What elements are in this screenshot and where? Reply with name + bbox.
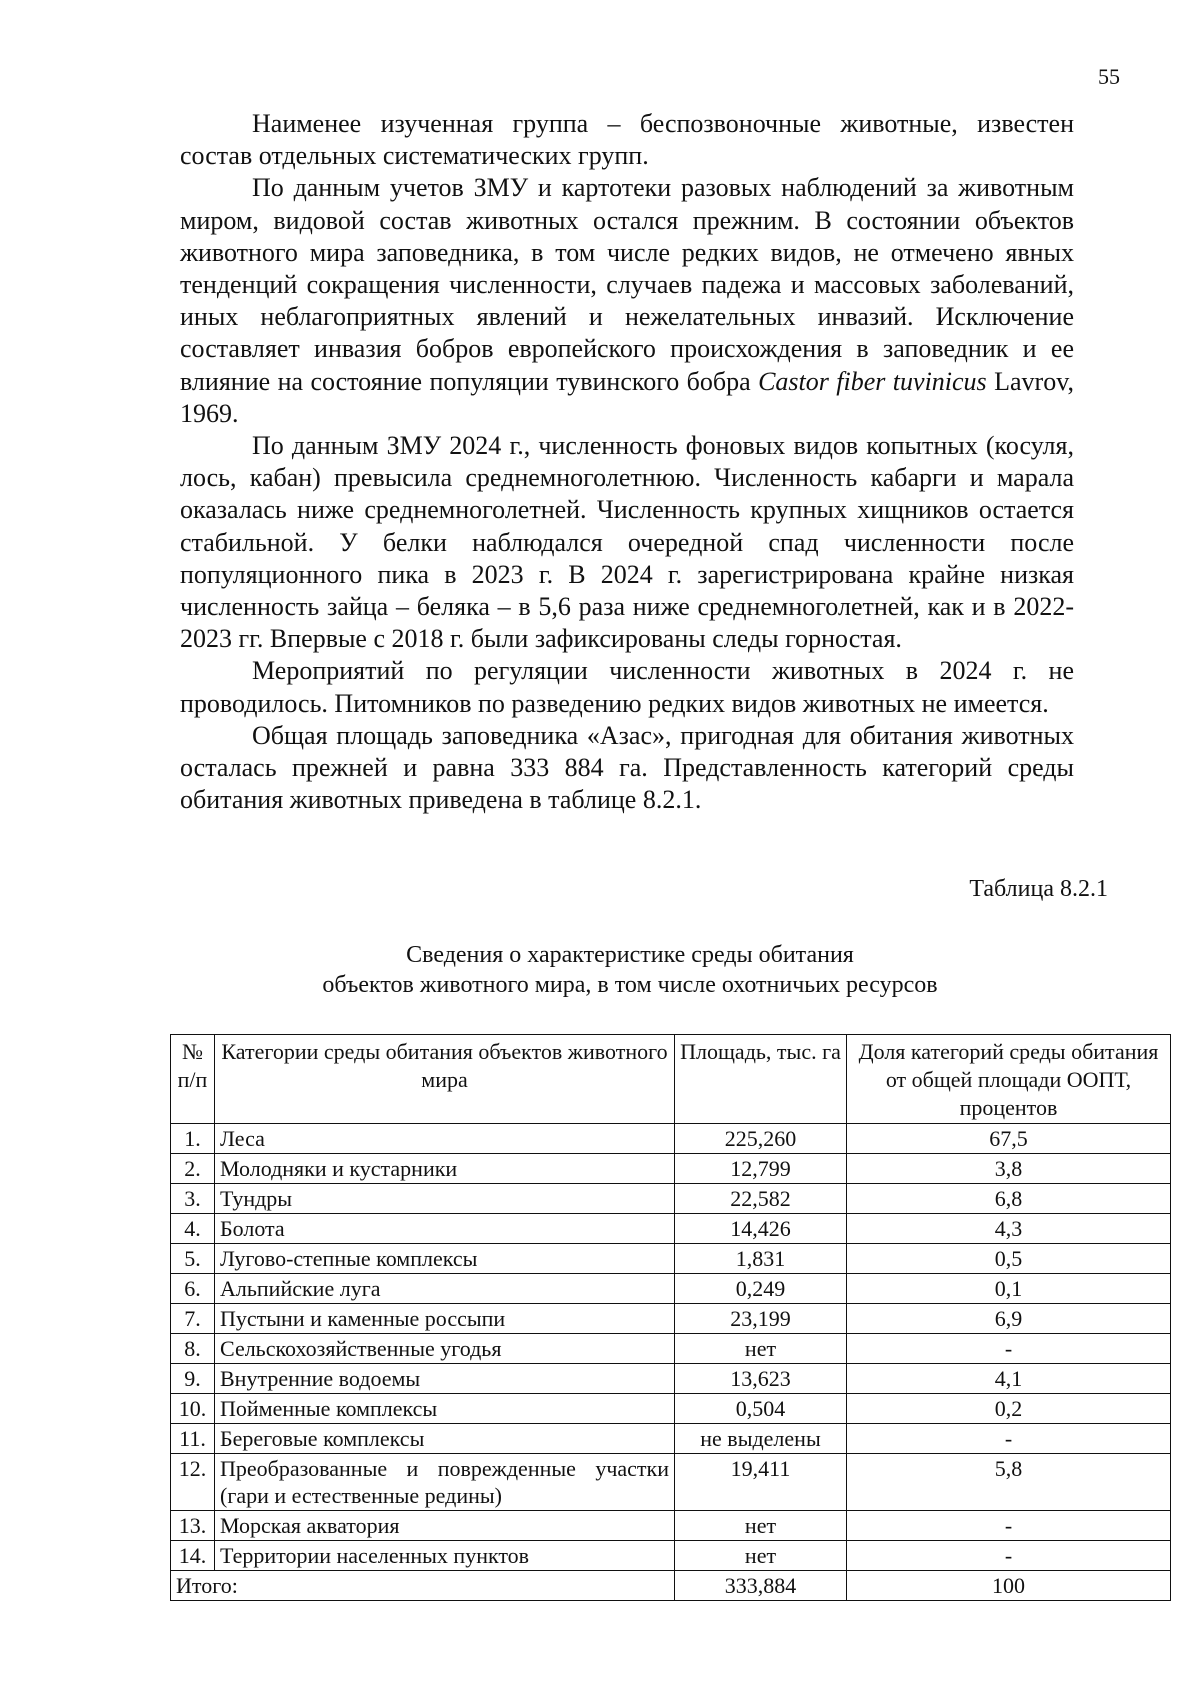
row-num: 3.	[171, 1184, 215, 1214]
header-category: Категории среды обитания объектов животного мира	[215, 1035, 675, 1124]
table-row	[171, 1304, 1171, 1334]
row-num: 14.	[171, 1541, 215, 1571]
table-caption: Таблица 8.2.1	[969, 876, 1108, 902]
row-num: 6.	[171, 1274, 215, 1304]
row-category: Молодняки и кустарники	[215, 1154, 675, 1184]
row-share: 4,1	[847, 1364, 1171, 1394]
total-label: Итого:	[171, 1571, 675, 1601]
row-category: Альпийские луга	[215, 1274, 675, 1304]
row-share: 0,2	[847, 1394, 1171, 1424]
row-category: Пойменные комплексы	[215, 1394, 675, 1424]
row-num: 7.	[171, 1304, 215, 1334]
row-area: 1,831	[675, 1244, 847, 1274]
header-share: Доля категорий среды обитания от общей площади ООПТ, процентов	[847, 1035, 1171, 1124]
row-area: 23,199	[675, 1304, 847, 1334]
table-row	[171, 1364, 1171, 1394]
table-row	[171, 1124, 1171, 1154]
header-area: Площадь, тыс. га	[675, 1035, 847, 1124]
page-number: 55	[1098, 64, 1120, 89]
table-row	[171, 1184, 1171, 1214]
paragraph-1: Наименее изученная группа – беспозвоночные животные, известен состав отдельных систематических групп.	[180, 109, 1074, 171]
habitat-table	[170, 1034, 1171, 1601]
table-row	[171, 1394, 1171, 1424]
row-num: 9.	[171, 1364, 215, 1394]
row-share: 5,8	[847, 1454, 1171, 1511]
species-name: Castor fiber tuvinicus	[758, 366, 987, 396]
row-category: Пустыни и каменные россыпи	[215, 1304, 675, 1334]
row-share: 0,1	[847, 1274, 1171, 1304]
table-row	[171, 1541, 1171, 1571]
table-row	[171, 1511, 1171, 1541]
table-row	[171, 1454, 1171, 1511]
total-area: 333,884	[675, 1571, 847, 1601]
row-category: Тундры	[215, 1184, 675, 1214]
total-share: 100	[847, 1571, 1171, 1601]
row-area: 225,260	[675, 1124, 847, 1154]
table-total-row	[171, 1571, 1171, 1601]
row-area: 13,623	[675, 1364, 847, 1394]
header-num: № п/п	[171, 1035, 215, 1124]
row-num: 2.	[171, 1154, 215, 1184]
table-header-row	[171, 1035, 1171, 1124]
body-text	[180, 108, 1074, 816]
row-area: 22,582	[675, 1184, 847, 1214]
paragraph-3: По данным ЗМУ 2024 г., численность фоновых видов копытных (косуля, лось, кабан) превысила среднемноголетнюю. Численность кабарги и марала оказалась ниже среднемноголетней. Численность крупных хищников остается стабильной. У белки наблюдался очередной спад численности после популяционного пика в 2023 г. В 2024 г. зарегистрирована крайне низкая численность зайца – беляка – в 5,6 раза ниже среднемноголетней, как и в 2022-2023 гг. Впервые с 2018 г. были зафиксированы следы горностая.	[180, 431, 1074, 654]
table-title-line-1: Сведения о характеристике среды обитания	[406, 942, 854, 968]
row-num: 1.	[171, 1124, 215, 1154]
paragraph-2-text: По данным учетов ЗМУ и картотеки разовых наблюдений за животным миром, видовой состав животных остался прежним. В состоянии объектов животного мира заповедника, в том числе редких видов, не отмечено явных тенденций сокращения численности, случаев падежа и массовых заболеваний, иных неблагоприятных явлений и нежелательных инвазий. Исключение составляет инвазия бобров европейского происхождения в заповедник и ее влияние на состояние популяции тувинского бобра	[180, 173, 1074, 396]
row-share: 4,3	[847, 1214, 1171, 1244]
row-category: Территории населенных пунктов	[215, 1541, 675, 1571]
paragraph-5: Общая площадь заповедника «Азас», пригодная для обитания животных осталась прежней и равна 333 884 га. Представленность категорий среды обитания животных приведена в таблице 8.2.1.	[180, 720, 1074, 815]
table-row	[171, 1154, 1171, 1184]
row-share: -	[847, 1334, 1171, 1364]
row-num: 5.	[171, 1244, 215, 1274]
row-num: 4.	[171, 1214, 215, 1244]
row-num: 8.	[171, 1334, 215, 1364]
row-category: Внутренние водоемы	[215, 1364, 675, 1394]
paragraph-4: Мероприятий по регуляции численности животных в 2024 г. не проводилось. Питомников по разведению редких видов животных не имеется.	[180, 656, 1074, 718]
row-area: нет	[675, 1511, 847, 1541]
paragraph-2	[180, 172, 1074, 430]
row-share: -	[847, 1541, 1171, 1571]
row-num: 11.	[171, 1424, 215, 1454]
row-area: 14,426	[675, 1214, 847, 1244]
row-area: 0,249	[675, 1274, 847, 1304]
row-area: 19,411	[675, 1454, 847, 1511]
row-category: Преобразованные и поврежденные участки (гари и естественные редины)	[215, 1454, 675, 1511]
row-category: Сельскохозяйственные угодья	[215, 1334, 675, 1364]
table-row	[171, 1214, 1171, 1244]
species-author: Lavrov, 1969.	[180, 366, 1075, 428]
row-share: 6,9	[847, 1304, 1171, 1334]
table-title	[160, 940, 1100, 1000]
table-row	[171, 1274, 1171, 1304]
row-num: 12.	[171, 1454, 215, 1511]
row-share: 6,8	[847, 1184, 1171, 1214]
row-share: -	[847, 1511, 1171, 1541]
row-num: 13.	[171, 1511, 215, 1541]
row-area: 0,504	[675, 1394, 847, 1424]
row-category: Болота	[215, 1214, 675, 1244]
row-share: 67,5	[847, 1124, 1171, 1154]
row-category: Морская акватория	[215, 1511, 675, 1541]
row-share: -	[847, 1424, 1171, 1454]
row-area: нет	[675, 1334, 847, 1364]
row-area: 12,799	[675, 1154, 847, 1184]
row-num: 10.	[171, 1394, 215, 1424]
table-row	[171, 1424, 1171, 1454]
table-row	[171, 1244, 1171, 1274]
row-category: Лугово-степные комплексы	[215, 1244, 675, 1274]
row-area: нет	[675, 1541, 847, 1571]
table-row	[171, 1334, 1171, 1364]
row-category: Береговые комплексы	[215, 1424, 675, 1454]
row-area: не выделены	[675, 1424, 847, 1454]
row-share: 0,5	[847, 1244, 1171, 1274]
row-category: Леса	[215, 1124, 675, 1154]
row-share: 3,8	[847, 1154, 1171, 1184]
table-title-line-2: объектов животного мира, в том числе охотничьих ресурсов	[322, 972, 938, 998]
